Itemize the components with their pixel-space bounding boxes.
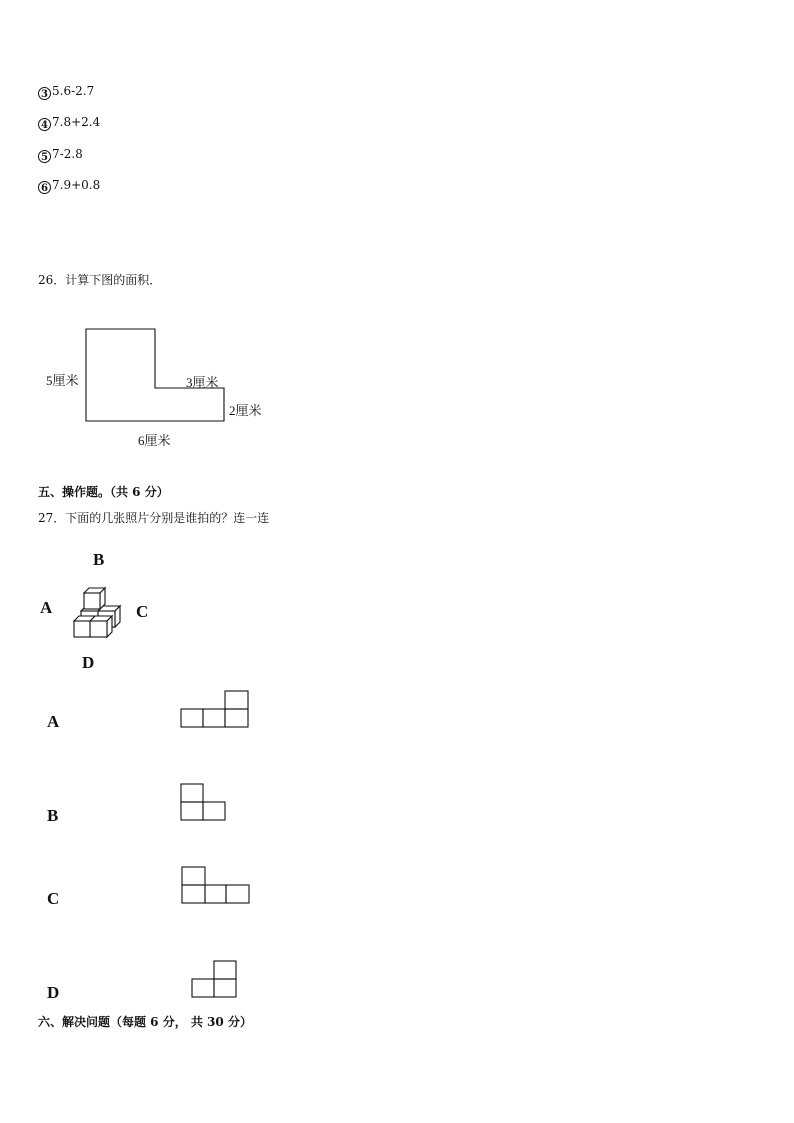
inner-step-label: 3厘米: [186, 375, 219, 390]
exercise-expression: 5.6-2.7: [52, 84, 95, 98]
section-five-heading: 五、操作题。（共 6 分）: [38, 485, 169, 499]
direction-label-right: C: [136, 602, 149, 621]
section-six-heading: 六、解决问题（每题 6 分， 共 30 分）: [38, 1015, 252, 1029]
circled-number: 6: [38, 181, 51, 194]
row-label-d: D: [47, 983, 60, 1002]
view-square: [214, 979, 236, 997]
direction-label-bottom: D: [82, 653, 95, 672]
circled-number: 4: [38, 118, 51, 131]
circled-number: 3: [38, 87, 51, 100]
view-square: [192, 979, 214, 997]
question-26-title: 26．计算下图的面积．: [38, 273, 162, 287]
exercise-expression: 7.8+2.4: [52, 115, 101, 129]
circled-number: 5: [38, 150, 51, 163]
direction-label-top: B: [93, 550, 105, 569]
direction-label-left: A: [40, 598, 53, 617]
right-side-label: 2厘米: [229, 403, 262, 418]
row-label-b: B: [47, 806, 59, 825]
bottom-side-label: 6厘米: [138, 433, 171, 448]
exercise-expression: 7-2.8: [52, 147, 83, 161]
left-side-label: 5厘米: [46, 373, 79, 388]
row-label-c: C: [47, 889, 60, 908]
row-label-a: A: [47, 712, 60, 731]
view-square: [214, 961, 236, 979]
question-27-title: 27．下面的几张照片分别是谁拍的？连一连: [38, 511, 270, 525]
exercise-expression: 7.9+0.8: [52, 178, 101, 192]
